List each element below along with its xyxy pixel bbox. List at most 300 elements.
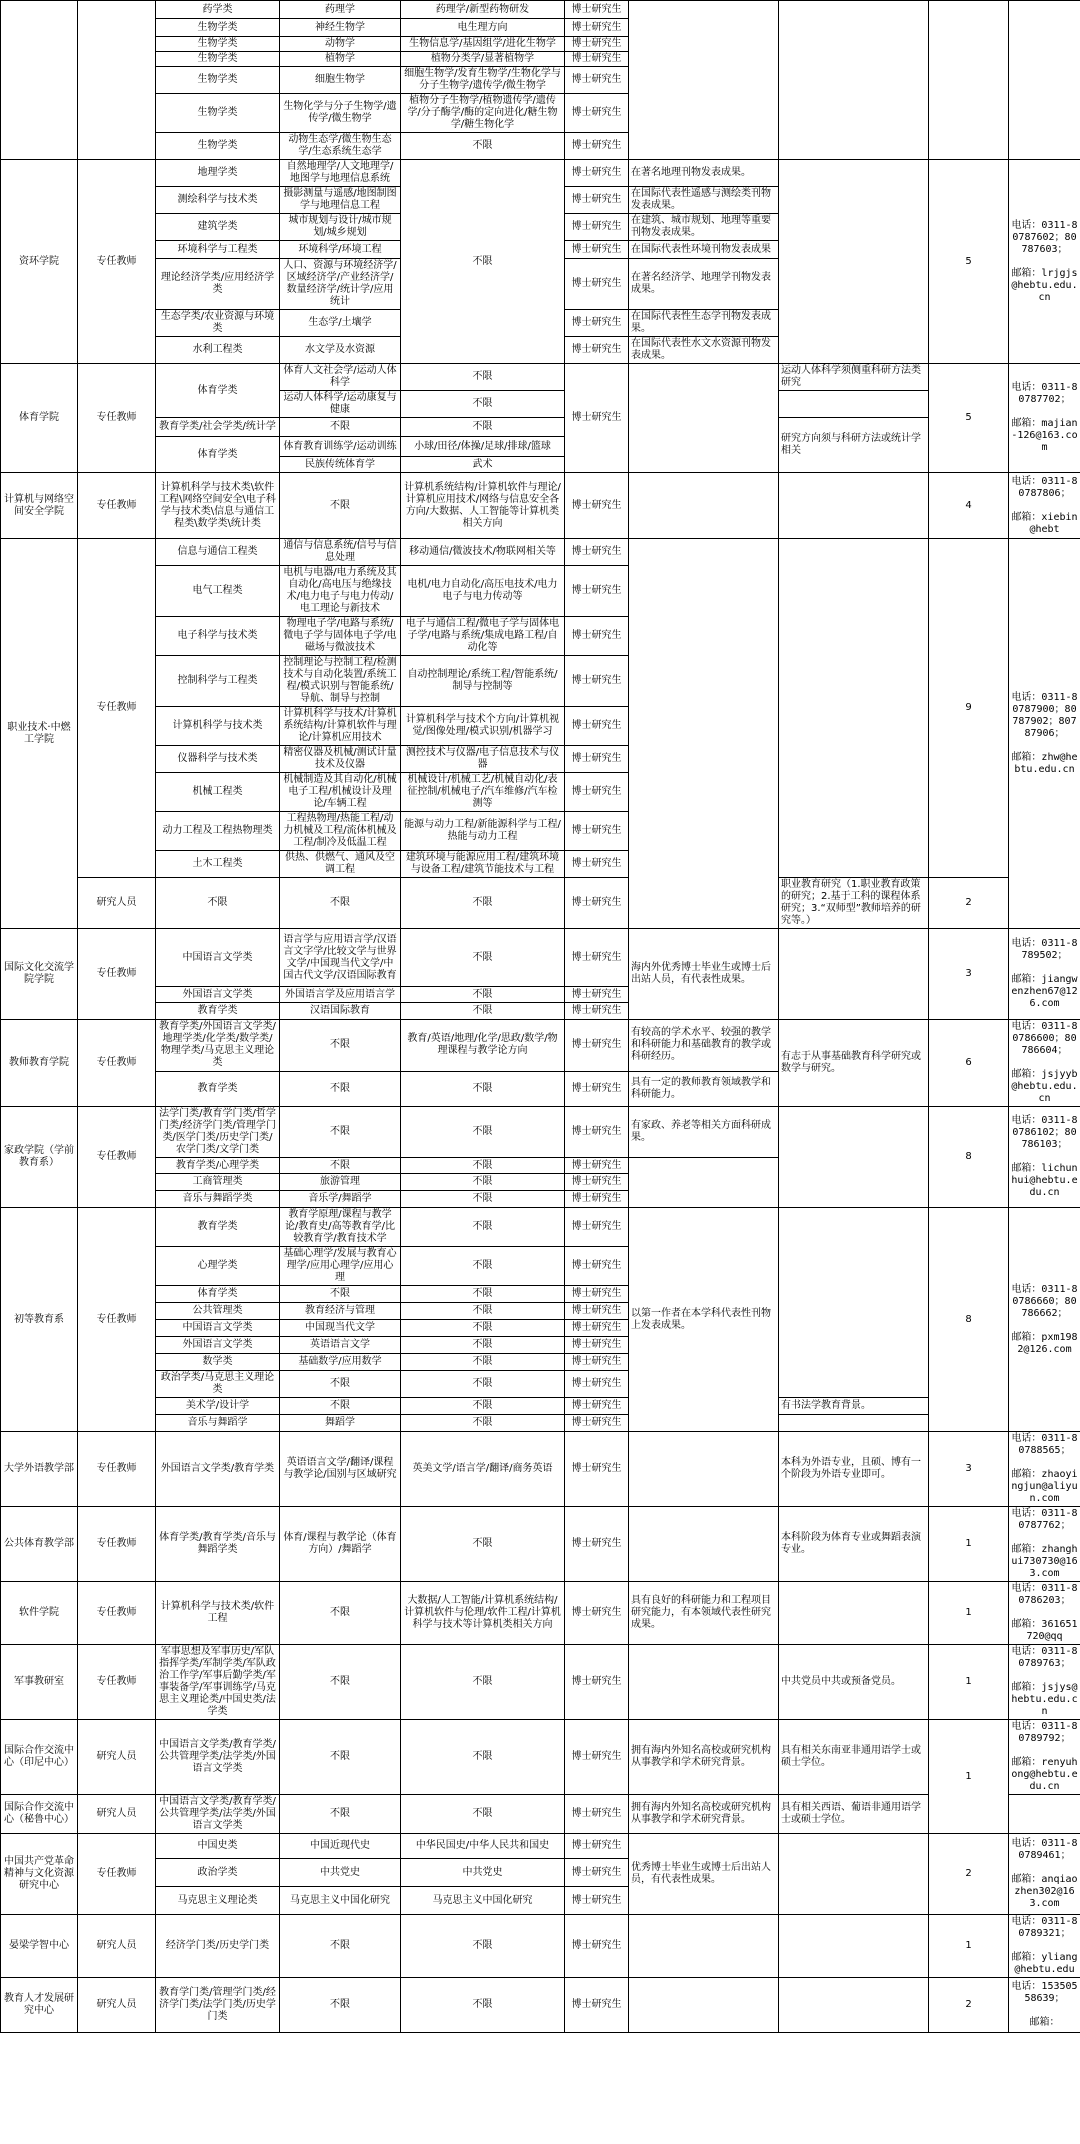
sub-discipline-cell: 电机与电器/电力系统及其自动化/高电压与绝缘技术/电力电子与电力传动/电工理论与新技术 [280,566,401,617]
other-requirements-cell: 有志于从事基础教育科学研究或数学与研究。 [779,1020,929,1107]
headcount-cell: 4 [929,473,1009,539]
education-cell: 博士研究生 [565,1107,629,1158]
table-row [1,1415,1080,1432]
other-requirements-cell: 运动人体科学须侧重科研方法类研究 [779,364,929,391]
sub-discipline-cell: 外国语言学及应用语言学 [280,987,401,1003]
sub-discipline-cell: 不限 [280,1720,401,1795]
sub-discipline-cell: 供热、供燃气、通风及空调工程 [280,851,401,878]
contact-cell [1009,1795,1080,1834]
research-direction-cell: 武术 [401,457,565,473]
sub-discipline-cell: 舞蹈学 [280,1415,401,1432]
sub-discipline-cell: 控制理论与控制工程/检测技术与自动化装置/系统工程/模式识别与智能系统/导航、制导与控制 [280,656,401,707]
unit-cell: 中国共产党革命精神与文化资源研究中心 [1,1834,78,1915]
contact-cell: 电话：0311-80787602；80787603； 邮箱：lrjgjs@hebtu.edu.cn [1009,160,1080,364]
sub-discipline-cell: 植物学 [280,52,401,67]
sub-discipline-cell: 体育教育训练学/运动训练 [280,437,401,457]
research-direction-cell: 不限 [401,1795,565,1834]
discipline-category-cell: 理论经济学类/应用经济学类 [156,259,280,310]
research-direction-cell: 马克思主义中国化研究 [401,1887,565,1915]
education-cell: 博士研究生 [565,1191,629,1208]
education-cell: 博士研究生 [565,707,629,746]
education-cell: 博士研究生 [565,1795,629,1834]
sub-discipline-cell: 音乐学/舞蹈学 [280,1191,401,1208]
position-cell: 专任教师 [78,929,156,1020]
sub-discipline-cell: 民族传统体育学 [280,457,401,473]
education-cell: 博士研究生 [565,1020,629,1072]
sub-discipline-cell: 机械制造及其自动化/机械电子工程/机械设计及理论/车辆工程 [280,773,401,812]
discipline-category-cell: 生物学类 [156,67,280,94]
education-cell: 博士研究生 [565,987,629,1003]
education-cell: 博士研究生 [565,364,629,473]
discipline-category-cell: 军事思想及军事历史/军队指挥学类/军制学类/军队政治工作学/军事后勤学类/军事装备学/军事训练学/马克思主义理论类/中国史类/法学类 [156,1645,280,1720]
other-requirements-cell [779,1834,929,1915]
contact-cell: 电话：0311-80787806； 邮箱：xiebin@hebt [1009,473,1080,539]
headcount-cell: 2 [929,1834,1009,1915]
research-direction-cell: 测控技术与仪器/电子信息技术与仪器 [401,746,565,773]
other-requirements-cell [779,160,929,364]
research-direction-cell: 机械设计/机械工艺/机械自动化/表征控制/机械电子/汽车维修/汽车检测等 [401,773,565,812]
sub-discipline-cell: 语言学与应用语言学/汉语言文字学/比较文学与世界文学/中国现当代文学/中国古代文学/汉语国际教育 [280,929,401,987]
discipline-category-cell: 体育学类 [156,437,280,473]
education-cell: 博士研究生 [565,929,629,987]
education-cell: 博士研究生 [565,1398,629,1415]
sub-discipline-cell: 不限 [280,473,401,539]
contact-cell: 电话：0311-80786203； 邮箱：361651720@qq [1009,1582,1080,1645]
research-direction-cell: 不限 [401,418,565,437]
unit-cell: 计算机与网络空间安全学院 [1,473,78,539]
contact-cell: 电话：0311-80786600；80786604； 邮箱：jsjyyb@hebtu.edu.cn [1009,1020,1080,1107]
sub-discipline-cell: 药理学 [280,1,401,19]
position-cell: 专任教师 [78,160,156,364]
education-cell: 博士研究生 [565,214,629,241]
headcount-cell: 1 [929,1507,1009,1582]
research-direction-cell: 不限 [401,1720,565,1795]
education-cell: 博士研究生 [565,133,629,160]
discipline-category-cell: 中国语言文学类/教育学类/公共管理学类/法学类/外国语言文学类 [156,1720,280,1795]
sub-discipline-cell: 动物生态学/微生物生态学/生态系统生态学 [280,133,401,160]
education-cell: 博士研究生 [565,1507,629,1582]
education-cell: 博士研究生 [565,773,629,812]
discipline-category-cell: 信息与通信工程类 [156,539,280,566]
table-row [1,1398,1080,1415]
requirements-cell: 在国际代表性环境刊物发表成果 [629,241,779,259]
discipline-category-cell: 建筑学类 [156,214,280,241]
headcount-cell: 1 [929,1645,1009,1720]
discipline-category-cell: 生物学类 [156,37,280,52]
research-direction-cell: 不限 [401,1107,565,1158]
sub-discipline-cell: 不限 [280,1978,401,2033]
discipline-category-cell: 计算机科学与技术类/软件工程 [156,1582,280,1645]
discipline-category-cell: 控制科学与工程类 [156,656,280,707]
research-direction-cell: 植物分类学/显著植物学 [401,52,565,67]
sub-discipline-cell: 不限 [280,1582,401,1645]
sub-discipline-cell: 物理电子学/电路与系统/微电子学与固体电子学/电磁场与微波技术 [280,617,401,656]
discipline-category-cell: 外国语言文学类 [156,987,280,1003]
sub-discipline-cell: 中国现当代文学 [280,1320,401,1337]
unit-cell: 资环学院 [1,160,78,364]
discipline-category-cell: 中国语言文学类 [156,1320,280,1337]
table-row [1,878,1080,929]
other-requirements-cell [779,1582,929,1645]
other-requirements-cell [779,1107,929,1208]
education-cell: 博士研究生 [565,19,629,37]
requirements-cell: 拥有海内外知名高校或研究机构从事教学和学术研究背景。 [629,1795,779,1834]
education-cell: 博士研究生 [565,1582,629,1645]
contact-cell: 电话：0311-80788565； 邮箱：zhaoyingjun@aliyun.com [1009,1432,1080,1507]
requirements-cell: 海内外优秀博士毕业生或博士后出站人员，有代表性成果。 [629,929,779,1020]
research-direction-cell: 不限 [401,1247,565,1286]
contact-cell: 电话：0311-80789461； 邮箱：anqiaozhen302@163.com [1009,1834,1080,1915]
discipline-category-cell: 土木工程类 [156,851,280,878]
requirements-cell: 拥有海内外知名高校或研究机构从事教学和学术研究背景。 [629,1720,779,1795]
sub-discipline-cell: 不限 [280,878,401,929]
sub-discipline-cell: 自然地理学/人文地理学/地图学与地理信息系统 [280,160,401,187]
education-cell: 博士研究生 [565,337,629,364]
research-direction-cell: 电生理方向 [401,19,565,37]
education-cell: 博士研究生 [565,1208,629,1247]
discipline-category-cell: 政治学类/马克思主义理论类 [156,1371,280,1398]
discipline-category-cell: 生物学类 [156,94,280,133]
contact-cell: 电话：0311-80787762； 邮箱：zhanghui730730@163.com [1009,1507,1080,1582]
research-direction-cell: 电机/电力自动化/高压电技术/电力电子与电力传动等 [401,566,565,617]
research-direction-cell: 中华民国史/中华人民共和国史 [401,1834,565,1859]
education-cell: 博士研究生 [565,1645,629,1720]
unit-cell: 教师教育学院 [1,1020,78,1107]
sub-discipline-cell: 不限 [280,1645,401,1720]
education-cell: 博士研究生 [565,617,629,656]
discipline-category-cell: 电子科学与技术类 [156,617,280,656]
contact-cell: 电话：0311-80787702； 邮箱：majian-126@163.com [1009,364,1080,473]
table-row [1,1507,1080,1582]
discipline-category-cell: 美术学/设计学 [156,1398,280,1415]
requirements-cell: 有较高的学术水平、较强的教学和科研能力和基础教育的教学或科研经历。 [629,1020,779,1072]
position-cell: 专任教师 [78,1208,156,1432]
requirements-cell: 优秀博士毕业生或博士后出站人员，有代表性成果。 [629,1834,779,1915]
headcount-cell: 3 [929,929,1009,1020]
research-direction-cell: 小球/田径/体操/足球/排球/篮球 [401,437,565,457]
unit-cell: 晏梁学智中心 [1,1915,78,1978]
research-direction-cell: 生物信息学/基因组学/进化生物学 [401,37,565,52]
research-direction-cell: 不限 [401,878,565,929]
contact-cell: 电话：0311-80789763； 邮箱：jsjys@hebtu.edu.cn [1009,1645,1080,1720]
education-cell: 博士研究生 [565,1286,629,1303]
position-cell: 专任教师 [78,539,156,878]
contact-cell: 电话：0311-80787900；80787902；80787906； 邮箱：zhw@hebtu.edu.cn [1009,539,1080,929]
education-cell: 博士研究生 [565,1158,629,1174]
other-requirements-cell: 有书法学教育背景。 [779,1398,929,1415]
sub-discipline-cell: 人口、资源与环境经济学/区域经济学/产业经济学/数量经济学/统计学/应用统计 [280,259,401,310]
unit-cell: 公共体育教学部 [1,1507,78,1582]
research-direction-cell: 不限 [401,1174,565,1191]
requirements-cell: 在著名经济学、地理学刊物发表成果。 [629,259,779,310]
position-cell: 专任教师 [78,1645,156,1720]
other-requirements-cell: 本科阶段为体育专业或舞蹈表演专业。 [779,1507,929,1582]
position-cell: 专任教师 [78,473,156,539]
table-row [1,160,1080,187]
research-direction-cell: 不限 [401,1286,565,1303]
headcount-cell: 1 [929,1915,1009,1978]
discipline-category-cell: 生物学类 [156,133,280,160]
research-direction-cell: 不限 [401,133,565,160]
table-row [1,1020,1080,1072]
position-cell: 专任教师 [78,1432,156,1507]
sub-discipline-cell: 生态学/土壤学 [280,310,401,337]
research-direction-cell: 不限 [401,1191,565,1208]
position-cell: 专任教师 [78,364,156,473]
sub-discipline-cell: 中国近现代史 [280,1834,401,1859]
education-cell: 博士研究生 [565,1354,629,1371]
sub-discipline-cell: 精密仪器及机械/测试计量技术及仪器 [280,746,401,773]
education-cell: 博士研究生 [565,1303,629,1320]
discipline-category-cell: 音乐与舞蹈学类 [156,1191,280,1208]
discipline-category-cell: 体育学类 [156,1286,280,1303]
research-direction-cell: 不限 [401,1071,565,1106]
other-requirements-cell [779,539,929,878]
education-cell: 博士研究生 [565,1071,629,1106]
research-direction-cell: 药理学/新型药物研发 [401,1,565,19]
unit-cell: 教育人才发展研究中心 [1,1978,78,2033]
requirements-cell: 在国际代表性遥感与测绘类刊物发表成果。 [629,187,779,214]
headcount-cell: 2 [929,1978,1009,2033]
research-direction-cell: 不限 [401,160,565,364]
discipline-category-cell: 马克思主义理论类 [156,1887,280,1915]
contact-cell: 电话：0311-80789792； 邮箱：renyuhong@hebtu.edu.cn [1009,1720,1080,1795]
unit-cell: 初等教育系 [1,1208,78,1432]
requirements-cell: 具有良好的科研能力和工程项目研究能力，有本领域代表性研究成果。 [629,1582,779,1645]
sub-discipline-cell: 体育人文社会学/运动人体科学 [280,364,401,391]
education-cell: 博士研究生 [565,473,629,539]
education-cell: 博士研究生 [565,1978,629,2033]
sub-discipline-cell: 工程热物理/热能工程/动力机械及工程/流体机械及工程/制冷及低温工程 [280,812,401,851]
research-direction-cell: 不限 [401,1303,565,1320]
headcount-cell: 1 [929,1720,1009,1834]
sub-discipline-cell: 教育学原理/课程与教学论/教育史/高等教育学/比较教育学/教育技术学 [280,1208,401,1247]
sub-discipline-cell: 不限 [280,1071,401,1106]
requirements-cell [629,1432,779,1507]
education-cell: 博士研究生 [565,746,629,773]
research-direction-cell: 建筑环境与能源应用工程/建筑环境与设备工程/建筑节能技术与工程 [401,851,565,878]
table-row [1,1208,1080,1247]
discipline-category-cell: 教育学类/外国语言文学类/地理学类/化学类/数学类/物理学类/马克思主义理论类 [156,1020,280,1072]
research-direction-cell: 细胞生物学/发育生物学/生物化学与分子生物学/遗传学/微生物学 [401,67,565,94]
table-row [1,1720,1080,1795]
headcount-cell: 9 [929,539,1009,878]
discipline-category-cell: 法学门类/教育学门类/哲学门类/经济学门类/管理学门类/医学门类/历史学门类/农学门类/文学门类 [156,1107,280,1158]
education-cell: 博士研究生 [565,52,629,67]
other-requirements-cell [779,1,929,160]
education-cell: 博士研究生 [565,187,629,214]
requirements-cell: 以第一作者在本学科代表性刊物上发表成果。 [629,1208,779,1432]
sub-discipline-cell: 不限 [280,1371,401,1398]
table-row [1,1432,1080,1507]
research-direction-cell: 自动控制理论/系统工程/智能系统/制导与控制等 [401,656,565,707]
unit-cell: 军事教研室 [1,1645,78,1720]
sub-discipline-cell: 不限 [280,1795,401,1834]
position-cell: 专任教师 [78,1834,156,1915]
research-direction-cell: 不限 [401,1507,565,1582]
sub-discipline-cell: 摄影测量与遥感/地图制图学与地理信息工程 [280,187,401,214]
headcount-cell: 1 [929,1582,1009,1645]
sub-discipline-cell: 教育经济与管理 [280,1303,401,1320]
requirements-cell: 在国际代表性水文水资源刊物发表成果。 [629,337,779,364]
discipline-category-cell: 教育学类 [156,1071,280,1106]
education-cell: 博士研究生 [565,1432,629,1507]
contact-cell [1009,1,1080,160]
research-direction-cell: 不限 [401,1003,565,1020]
headcount-cell: 3 [929,1432,1009,1507]
sub-discipline-cell: 运动人体科学/运动康复与健康 [280,391,401,418]
discipline-category-cell: 公共管理类 [156,1303,280,1320]
education-cell: 博士研究生 [565,1720,629,1795]
research-direction-cell: 中共党史 [401,1859,565,1887]
table-row [1,1795,1080,1834]
discipline-category-cell: 教育学类/社会学类/统计学 [156,418,280,437]
sub-discipline-cell: 基础数学/应用数学 [280,1354,401,1371]
table-row [1,473,1080,539]
education-cell: 博士研究生 [565,1915,629,1978]
sub-discipline-cell: 通信与信息系统/信号与信息处理 [280,539,401,566]
unit-cell: 家政学院（学前教育系） [1,1107,78,1208]
requirements-cell: 在国际代表性生态学刊物发表成果。 [629,310,779,337]
sub-discipline-cell: 水文学及水资源 [280,337,401,364]
table-row [1,1834,1080,1859]
unit-cell: 国际合作交流中心（印尼中心） [1,1720,78,1795]
position-cell: 研究人员 [78,1915,156,1978]
requirements-cell [629,1158,779,1208]
discipline-category-cell: 环境科学与工程类 [156,241,280,259]
requirements-cell [629,364,779,473]
discipline-category-cell: 教育学类/心理学类 [156,1158,280,1174]
research-direction-cell: 不限 [401,1320,565,1337]
research-direction-cell: 不限 [401,364,565,391]
other-requirements-cell [779,1415,929,1432]
requirements-cell [629,1645,779,1720]
discipline-category-cell: 体育学类 [156,364,280,418]
other-requirements-cell [779,391,929,418]
education-cell: 博士研究生 [565,310,629,337]
sub-discipline-cell: 生物化学与分子生物学/遗传学/微生物学 [280,94,401,133]
sub-discipline-cell: 中共党史 [280,1859,401,1887]
discipline-category-cell: 外国语言文学类 [156,1337,280,1354]
discipline-category-cell: 工商管理类 [156,1174,280,1191]
headcount-cell: 5 [929,364,1009,473]
discipline-category-cell: 地理学类 [156,160,280,187]
discipline-category-cell: 生态学类/农业资源与环境类 [156,310,280,337]
position-cell: 专任教师 [78,1582,156,1645]
other-requirements-cell: 具有相关西语、葡语非通用语学士或硕士学位。 [779,1795,929,1834]
research-direction-cell: 不限 [401,1978,565,2033]
education-cell: 博士研究生 [565,656,629,707]
other-requirements-cell [779,473,929,539]
research-direction-cell: 不限 [401,1158,565,1174]
discipline-category-cell: 政治学类 [156,1859,280,1887]
sub-discipline-cell: 不限 [280,1158,401,1174]
research-direction-cell: 不限 [401,1645,565,1720]
requirements-cell [629,473,779,539]
education-cell: 博士研究生 [565,1,629,19]
education-cell: 博士研究生 [565,1003,629,1020]
discipline-category-cell: 药学类 [156,1,280,19]
table-row [1,1582,1080,1645]
unit-cell: 体育学院 [1,364,78,473]
requirements-cell [629,539,779,929]
research-direction-cell: 不限 [401,987,565,1003]
position-cell: 专任教师 [78,1107,156,1208]
education-cell: 博士研究生 [565,37,629,52]
other-requirements-cell: 具有相关东南亚非通用语学士或硕士学位。 [779,1720,929,1795]
other-requirements-cell [779,1978,929,2033]
education-cell: 博士研究生 [565,851,629,878]
requirements-cell [629,1915,779,1978]
discipline-category-cell: 生物学类 [156,19,280,37]
unit-cell: 软件学院 [1,1582,78,1645]
sub-discipline-cell: 体育/课程与教学论（体育方向）/舞蹈学 [280,1507,401,1582]
discipline-category-cell: 机械工程类 [156,773,280,812]
unit-cell: 大学外语教学部 [1,1432,78,1507]
sub-discipline-cell: 神经生物学 [280,19,401,37]
discipline-category-cell: 不限 [156,878,280,929]
sub-discipline-cell: 不限 [280,418,401,437]
discipline-category-cell: 外国语言文学类/教育学类 [156,1432,280,1507]
discipline-category-cell: 生物学类 [156,52,280,67]
discipline-category-cell: 仪器科学与技术类 [156,746,280,773]
discipline-category-cell: 中国史类 [156,1834,280,1859]
discipline-category-cell: 中国语言文学类 [156,929,280,987]
position-cell: 研究人员 [78,878,156,929]
research-direction-cell: 不限 [401,1337,565,1354]
research-direction-cell: 英美文学/语言学/翻译/商务英语 [401,1432,565,1507]
requirements-cell: 有家政、养老等相关方面科研成果。 [629,1107,779,1158]
research-direction-cell: 移动通信/微波技术/物联网相关等 [401,539,565,566]
headcount-cell: 2 [929,878,1009,929]
other-requirements-cell: 本科为外语专业，且硕、博有一个阶段为外语专业即可。 [779,1432,929,1507]
unit-cell: 国际文化交流学院学院 [1,929,78,1020]
discipline-category-cell: 教育学门类/管理学门类/经济学门类/法学门类/历史学门类 [156,1978,280,2033]
table-row [1,1645,1080,1720]
sub-discipline-cell: 汉语国际教育 [280,1003,401,1020]
research-direction-cell: 能源与动力工程/新能源科学与工程/热能与动力工程 [401,812,565,851]
discipline-category-cell: 计算机科学与技术类\软件工程\网络空间安全\电子科学与技术类\信息与通信工程类\数学类\统计类 [156,473,280,539]
position-cell: 研究人员 [78,1795,156,1834]
research-direction-cell: 不限 [401,1208,565,1247]
sub-discipline-cell: 计算机科学与技术/计算机系统结构/计算机软件与理论/计算机应用技术 [280,707,401,746]
education-cell: 博士研究生 [565,1337,629,1354]
requirements-cell [629,1,779,160]
sub-discipline-cell: 旅游管理 [280,1174,401,1191]
sub-discipline-cell: 细胞生物学 [280,67,401,94]
headcount-cell: 8 [929,1208,1009,1432]
research-direction-cell: 不限 [401,1915,565,1978]
discipline-category-cell: 中国语言文学类/教育学类/公共管理学类/法学类/外国语言文学类 [156,1795,280,1834]
table-row [1,364,1080,391]
research-direction-cell: 大数据/人工智能/计算机系统结构/计算机软件与伦理/软件工程/计算机科学与技术等计算机类相关方向 [401,1582,565,1645]
discipline-category-cell: 教育学类 [156,1208,280,1247]
education-cell: 博士研究生 [565,812,629,851]
other-requirements-cell: 中共党员中共或预备党员。 [779,1645,929,1720]
research-direction-cell: 计算机系统结构/计算机软件与理论/计算机应用技术/网络与信息安全各方向/大数据、人工智能等计算机类相关方向 [401,473,565,539]
requirements-cell: 具有一定的教师教育领域教学和科研能力。 [629,1071,779,1106]
sub-discipline-cell: 不限 [280,1915,401,1978]
requirements-cell [629,1978,779,2033]
research-direction-cell: 不限 [401,929,565,987]
contact-cell: 电话：0311-80786660；80786662； 邮箱：pxm1982@126.com [1009,1208,1080,1432]
discipline-category-cell: 电气工程类 [156,566,280,617]
education-cell: 博士研究生 [565,67,629,94]
table-row [1,1978,1080,2033]
discipline-category-cell: 体育学类/教育学类/音乐与舞蹈学类 [156,1507,280,1582]
research-direction-cell: 不限 [401,391,565,418]
education-cell: 博士研究生 [565,1834,629,1859]
